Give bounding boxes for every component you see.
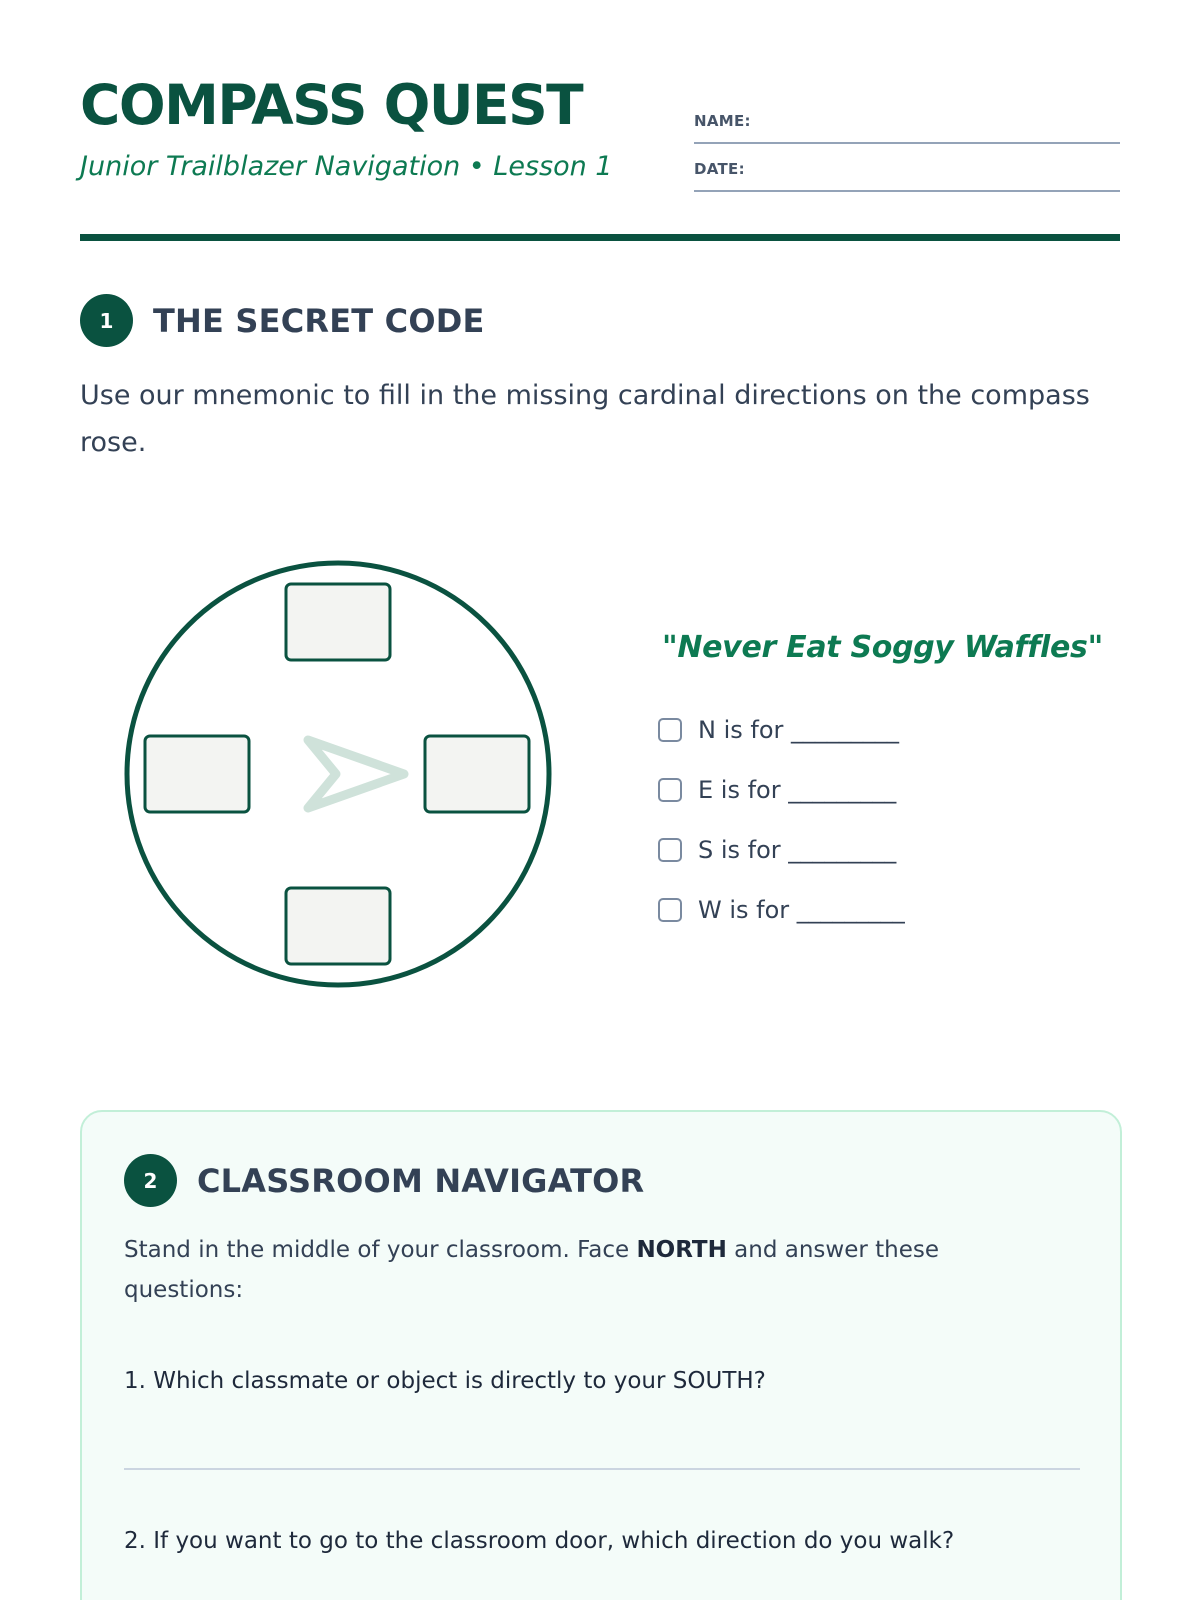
question-1: 1. Which classmate or object is directly to your SOUTH?	[124, 1368, 766, 1394]
checklist-label-w: W is for _________	[698, 896, 905, 924]
section-2-heading	[124, 1154, 644, 1207]
worksheet-header	[80, 0, 1120, 242]
north-answer-box[interactable]	[286, 584, 390, 660]
name-label: NAME:	[694, 112, 751, 130]
section-1-heading	[80, 294, 485, 347]
date-label: DATE:	[694, 160, 745, 178]
student-info-fields	[694, 102, 1120, 198]
section-1-instructions: Use our mnemonic to fill in the missing cardinal directions on the compass rose.	[80, 380, 1090, 458]
header-divider	[80, 234, 1120, 241]
mnemonic-phrase: "Never Eat Soggy Waffles"	[662, 630, 1103, 665]
west-answer-box[interactable]	[145, 736, 249, 812]
section-1-title: THE SECRET CODE	[153, 301, 485, 340]
checkbox-e[interactable]	[658, 778, 682, 802]
date-field[interactable]	[694, 150, 1120, 192]
south-answer-box[interactable]	[286, 888, 390, 964]
checklist-label-s: S is for _________	[698, 836, 897, 864]
checklist-label-e: E is for _________	[698, 776, 897, 804]
checklist-item-w	[658, 880, 905, 940]
section-2-panel	[80, 1110, 1122, 1600]
question-2: 2. If you want to go to the classroom door, which direction do you walk?	[124, 1528, 955, 1554]
name-field[interactable]	[694, 102, 1120, 144]
mnemonic-checklist	[658, 700, 905, 940]
checklist-item-e	[658, 760, 905, 820]
checkbox-n[interactable]	[658, 718, 682, 742]
page-title: COMPASS QUEST	[80, 73, 583, 137]
east-answer-box[interactable]	[425, 736, 529, 812]
section-2-title: CLASSROOM NAVIGATOR	[197, 1161, 645, 1200]
section-2-badge: 2	[124, 1154, 177, 1207]
checklist-item-s	[658, 820, 905, 880]
checklist-label-n: N is for _________	[698, 716, 900, 744]
instructions-part-2: and answer these questions:	[124, 1237, 940, 1303]
instructions-part-1: Stand in the middle of your classroom. Face	[124, 1237, 637, 1263]
checkbox-w[interactable]	[658, 898, 682, 922]
instructions-emphasis: NORTH	[636, 1237, 727, 1263]
checklist-item-n	[658, 700, 905, 760]
section-1-badge: 1	[80, 294, 133, 347]
answer-line-1[interactable]	[124, 1468, 1080, 1470]
compass-rose	[124, 560, 552, 988]
section-2-instructions	[124, 1230, 1024, 1310]
page-subtitle: Junior Trailblazer Navigation • Lesson 1	[80, 151, 613, 182]
checkbox-s[interactable]	[658, 838, 682, 862]
